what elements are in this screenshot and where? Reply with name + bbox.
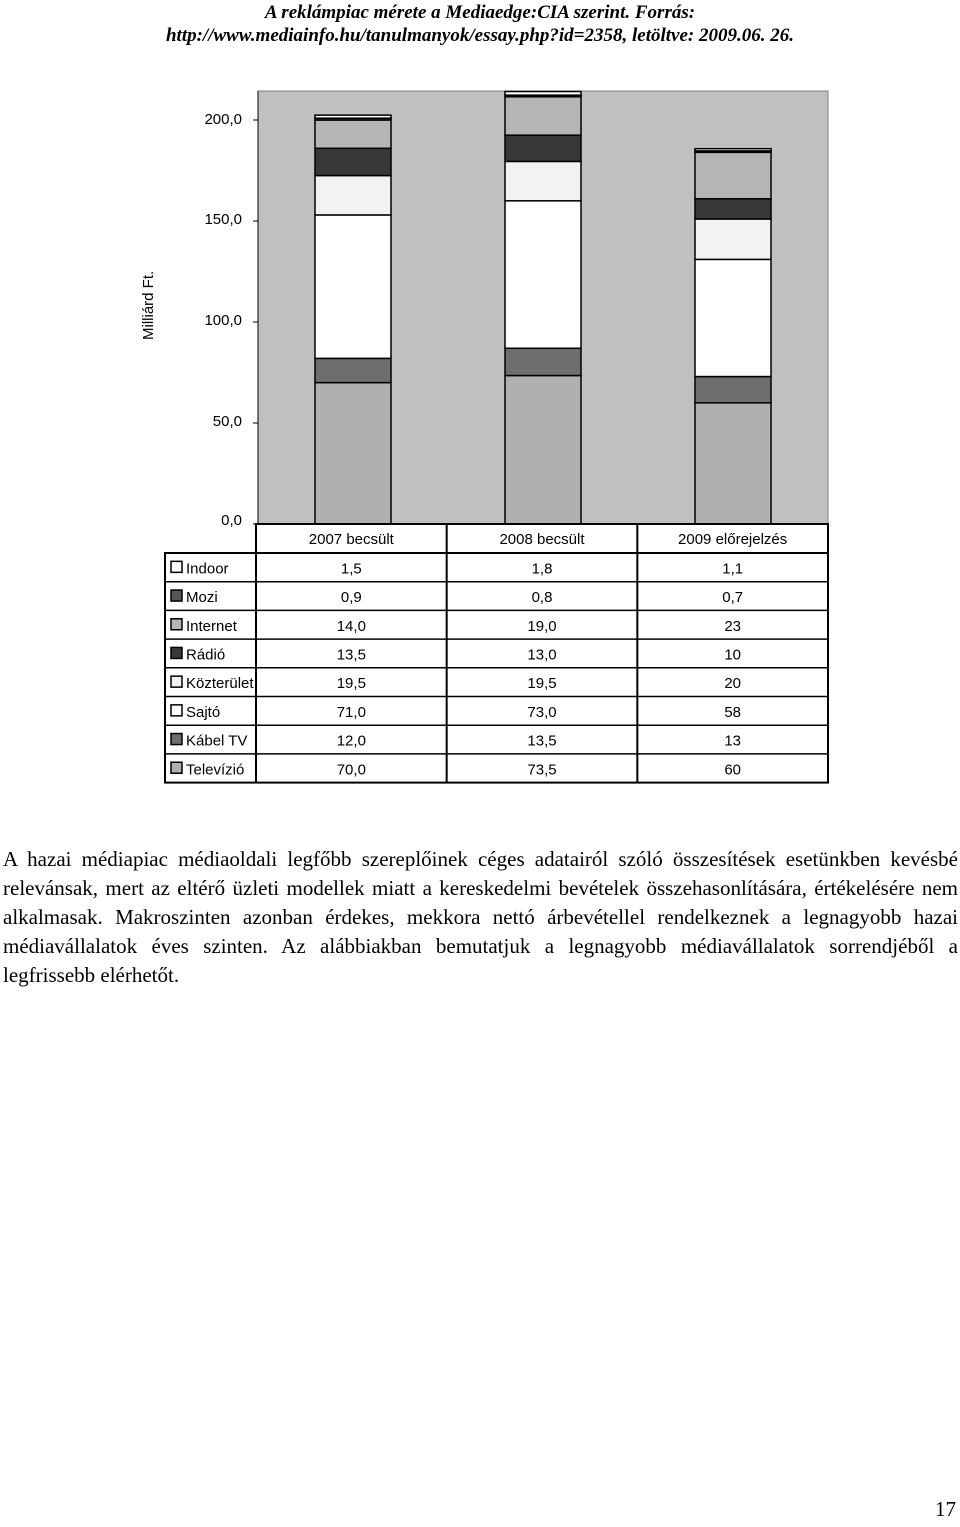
- data-label: 73,0: [527, 703, 557, 721]
- legend-label: Televízió: [186, 761, 245, 779]
- y-tick-label: 100,0: [204, 312, 242, 329]
- category-label: 2009 előrejelzés: [678, 531, 788, 548]
- category-label: 2007 becsült: [308, 531, 394, 548]
- bar-segment-internet: [315, 120, 391, 148]
- y-tick-label: 150,0: [204, 211, 242, 228]
- legend-label: Rádió: [186, 646, 226, 664]
- legend-label: Sajtó: [186, 703, 221, 721]
- data-label: 71,0: [336, 703, 366, 721]
- data-label: 58: [724, 703, 742, 721]
- data-label: 10: [724, 646, 742, 664]
- bar-segment-kábel-tv: [505, 348, 581, 375]
- data-label: 14,0: [336, 617, 366, 635]
- bar-segment-sajtó: [315, 215, 391, 358]
- bar-segment-rádió: [695, 199, 771, 219]
- category-label: 2008 becsült: [499, 531, 585, 548]
- legend-label: Mozi: [186, 589, 218, 607]
- data-label: 19,0: [527, 617, 557, 635]
- data-label: 1,5: [340, 560, 362, 578]
- data-label: 73,5: [527, 761, 557, 779]
- legend-swatch: [171, 619, 182, 630]
- legend-swatch: [171, 561, 182, 572]
- bar-segment-internet: [505, 97, 581, 135]
- bar-segment-sajtó: [505, 201, 581, 348]
- bar-segment-indoor: [695, 149, 771, 151]
- data-label: 23: [724, 617, 742, 635]
- source-title-line1: A reklámpiac mérete a Mediaedge:CIA szerint. Forrás:: [264, 2, 696, 23]
- bar-segment-rádió: [505, 135, 581, 161]
- legend-swatch: [171, 734, 182, 745]
- bar-segment-közterület: [695, 219, 771, 259]
- legend-swatch: [171, 705, 182, 716]
- source-title-line2: http://www.mediainfo.hu/tanulmanyok/essay.php?id=2358, letöltve: 2009.06. 26.: [165, 25, 794, 46]
- bar-segment-televízió: [505, 376, 581, 524]
- legend-swatch: [171, 590, 182, 601]
- legend-swatch: [171, 676, 182, 687]
- bar-segment-kábel-tv: [315, 358, 391, 382]
- data-label: 1,1: [722, 560, 744, 578]
- data-label: 20: [724, 675, 742, 693]
- data-label: 70,0: [336, 761, 366, 779]
- bar-segment-kábel-tv: [695, 377, 771, 403]
- data-label: 0,9: [340, 589, 362, 607]
- y-tick-label: 0,0: [221, 512, 242, 529]
- page-number: 17: [935, 1497, 956, 1521]
- bar-segment-sajtó: [695, 259, 771, 376]
- data-label: 19,5: [336, 675, 366, 693]
- y-tick-label: 200,0: [204, 111, 242, 128]
- legend-label: Közterület: [186, 675, 254, 693]
- data-label: 1,8: [531, 560, 553, 578]
- bar-segment-rádió: [315, 148, 391, 175]
- bar-segment-televízió: [695, 403, 771, 524]
- legend-label: Kábel TV: [186, 732, 248, 750]
- legend-label: Internet: [186, 617, 237, 635]
- data-label: 0,8: [531, 589, 553, 607]
- bar-segment-indoor: [315, 115, 391, 118]
- body-paragraph-block: [3, 845, 958, 990]
- data-label: 13,0: [527, 646, 557, 664]
- data-label: 60: [724, 761, 742, 779]
- data-label: 19,5: [527, 675, 557, 693]
- bar-segment-indoor: [505, 92, 581, 96]
- data-label: 13,5: [336, 646, 366, 664]
- data-label: 13,5: [527, 732, 557, 750]
- legend-label: Indoor: [186, 560, 229, 578]
- data-label: 0,7: [722, 589, 744, 607]
- bar-segment-közterület: [315, 176, 391, 215]
- legend-swatch: [171, 762, 182, 773]
- bar-segment-televízió: [315, 383, 391, 524]
- legend-swatch: [171, 647, 182, 658]
- body-paragraph: A hazai médiapiac médiaoldali legfőbb szereplőinek céges adatairól szóló összesítések esetünkben kevésbé relevánsak, mert az eltérő üzleti modellek miatt a kereskedelmi bevételek összehasonlítására, értékelésére nem alkalmasak. Makroszinten azonban érdekes, mekkora nettó árbevétellel rendelkeznek a legnagyobb hazai médiavállalatok éves szinten. Az alábbiakban bemutatjuk a legnagyobb médiavállalatok sorrendjéből a legfrissebb elérhetőt.: [3, 847, 958, 987]
- y-axis-label: Milliárd Ft.: [140, 270, 157, 340]
- y-tick-label: 50,0: [212, 413, 242, 430]
- bar-segment-közterület: [505, 161, 581, 200]
- data-label: 13: [724, 732, 742, 750]
- data-label: 12,0: [336, 732, 366, 750]
- bar-segment-internet: [695, 152, 771, 198]
